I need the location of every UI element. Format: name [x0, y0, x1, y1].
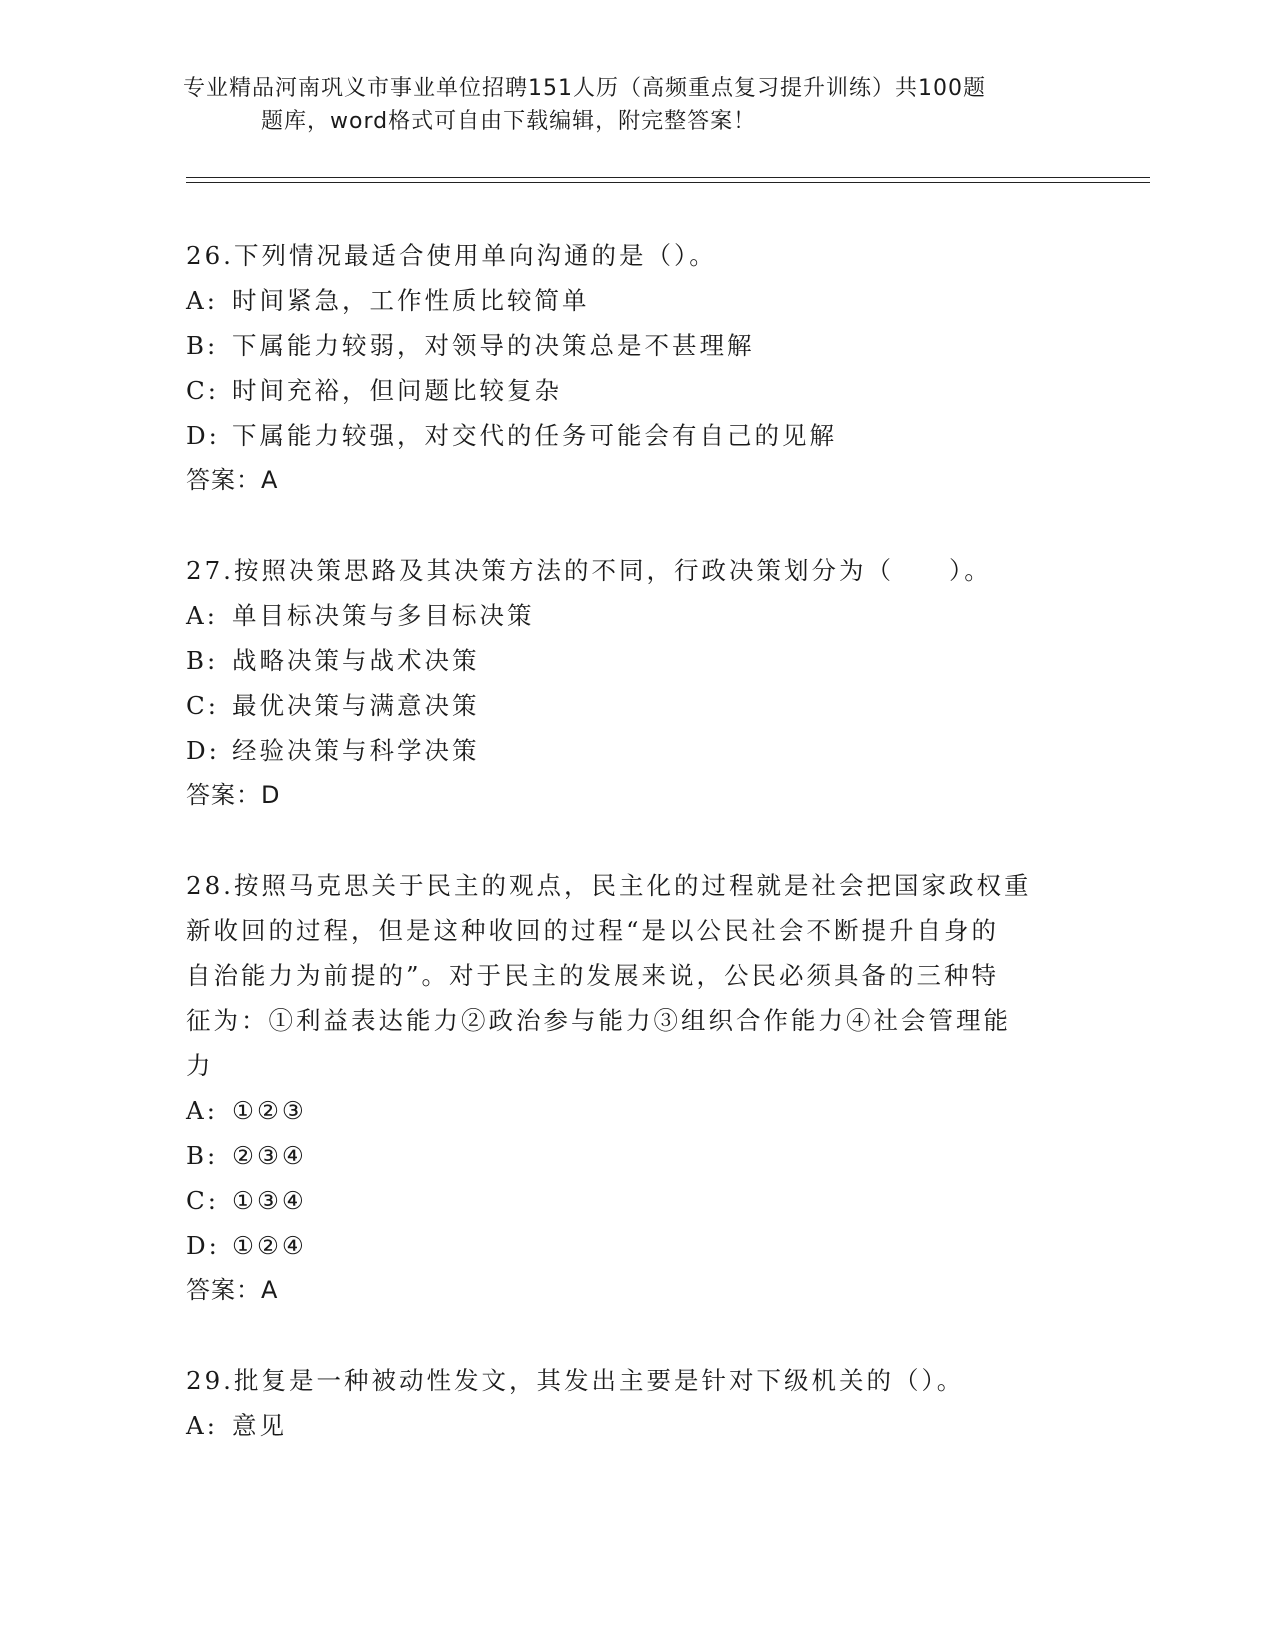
- option-text: 战略决策与战术决策: [232, 646, 480, 675]
- option-letter: C:: [186, 376, 220, 405]
- option-text: 最优决策与满意决策: [232, 691, 480, 720]
- question-stem-line: 征为：①利益表达能力②政治参与能力③组织合作能力④社会管理能: [186, 1006, 1011, 1035]
- option-letter: C:: [186, 1186, 220, 1215]
- option-a: [186, 1403, 1066, 1448]
- option-a: [186, 1088, 1066, 1133]
- option-letter: D:: [186, 736, 220, 765]
- question-stem-line: 新收回的过程，但是这种收回的过程“是以公民社会不断提升自身的: [186, 916, 1000, 945]
- option-b: [186, 638, 1066, 683]
- question-28: [186, 863, 1066, 1313]
- option-letter: A:: [186, 286, 218, 315]
- option-c: [186, 1178, 1066, 1223]
- option-d: [186, 413, 1066, 458]
- option-text: 经验决策与科学决策: [232, 736, 480, 765]
- question-29: [186, 1358, 1066, 1448]
- header-line-1: 专业精品河南巩义市事业单位招聘151人历（高频重点复习提升训练）共100题: [183, 76, 986, 101]
- question-stem: 26.下列情况最适合使用单向沟通的是（）。: [186, 241, 717, 270]
- question-list: [186, 233, 1066, 1493]
- answer-line: 答案：A: [186, 1276, 279, 1304]
- option-text: ①③④: [232, 1186, 307, 1215]
- question-stem: 29.批复是一种被动性发文，其发出主要是针对下级机关的（）。: [186, 1366, 965, 1395]
- option-b: [186, 323, 1066, 368]
- option-letter: B:: [186, 331, 219, 360]
- option-text: ①②④: [232, 1231, 307, 1260]
- option-letter: B:: [186, 1141, 219, 1170]
- option-text: 下属能力较弱，对领导的决策总是不甚理解: [232, 331, 755, 360]
- header-line-2: 题库，word格式可自由下载编辑，附完整答案！: [261, 109, 757, 134]
- question-stem-line: 28.按照马克思关于民主的观点，民主化的过程就是社会把国家政权重: [186, 871, 1032, 900]
- option-a: [186, 593, 1066, 638]
- question-26: [186, 233, 1066, 503]
- header-divider-bottom: [186, 182, 1150, 183]
- answer-line: 答案：D: [186, 781, 281, 809]
- option-letter: D:: [186, 1231, 220, 1260]
- option-text: ②③④: [232, 1141, 307, 1170]
- option-text: ①②③: [232, 1096, 307, 1125]
- option-b: [186, 1133, 1066, 1178]
- option-letter: C:: [186, 691, 220, 720]
- option-text: 时间紧急，工作性质比较简单: [232, 286, 590, 315]
- option-letter: A:: [186, 601, 218, 630]
- option-letter: A:: [186, 1096, 218, 1125]
- question-stem-line: 自治能力为前提的”。对于民主的发展来说，公民必须具备的三种特: [186, 961, 1000, 990]
- option-a: [186, 278, 1066, 323]
- option-letter: D:: [186, 421, 220, 450]
- option-text: 单目标决策与多目标决策: [232, 601, 535, 630]
- option-text: 意见: [232, 1411, 287, 1440]
- option-text: 时间充裕，但问题比较复杂: [232, 376, 562, 405]
- option-d: [186, 728, 1066, 773]
- option-letter: B:: [186, 646, 219, 675]
- question-stem: 27.按照决策思路及其决策方法的不同，行政决策划分为（ ）。: [186, 556, 992, 585]
- question-stem-line: 力: [186, 1051, 214, 1080]
- option-d: [186, 1223, 1066, 1268]
- option-c: [186, 683, 1066, 728]
- option-text: 下属能力较强，对交代的任务可能会有自己的见解: [232, 421, 837, 450]
- header-divider-top: [186, 177, 1150, 178]
- question-27: [186, 548, 1066, 818]
- document-header: [183, 72, 1063, 138]
- option-letter: A:: [186, 1411, 218, 1440]
- option-c: [186, 368, 1066, 413]
- answer-line: 答案：A: [186, 466, 279, 494]
